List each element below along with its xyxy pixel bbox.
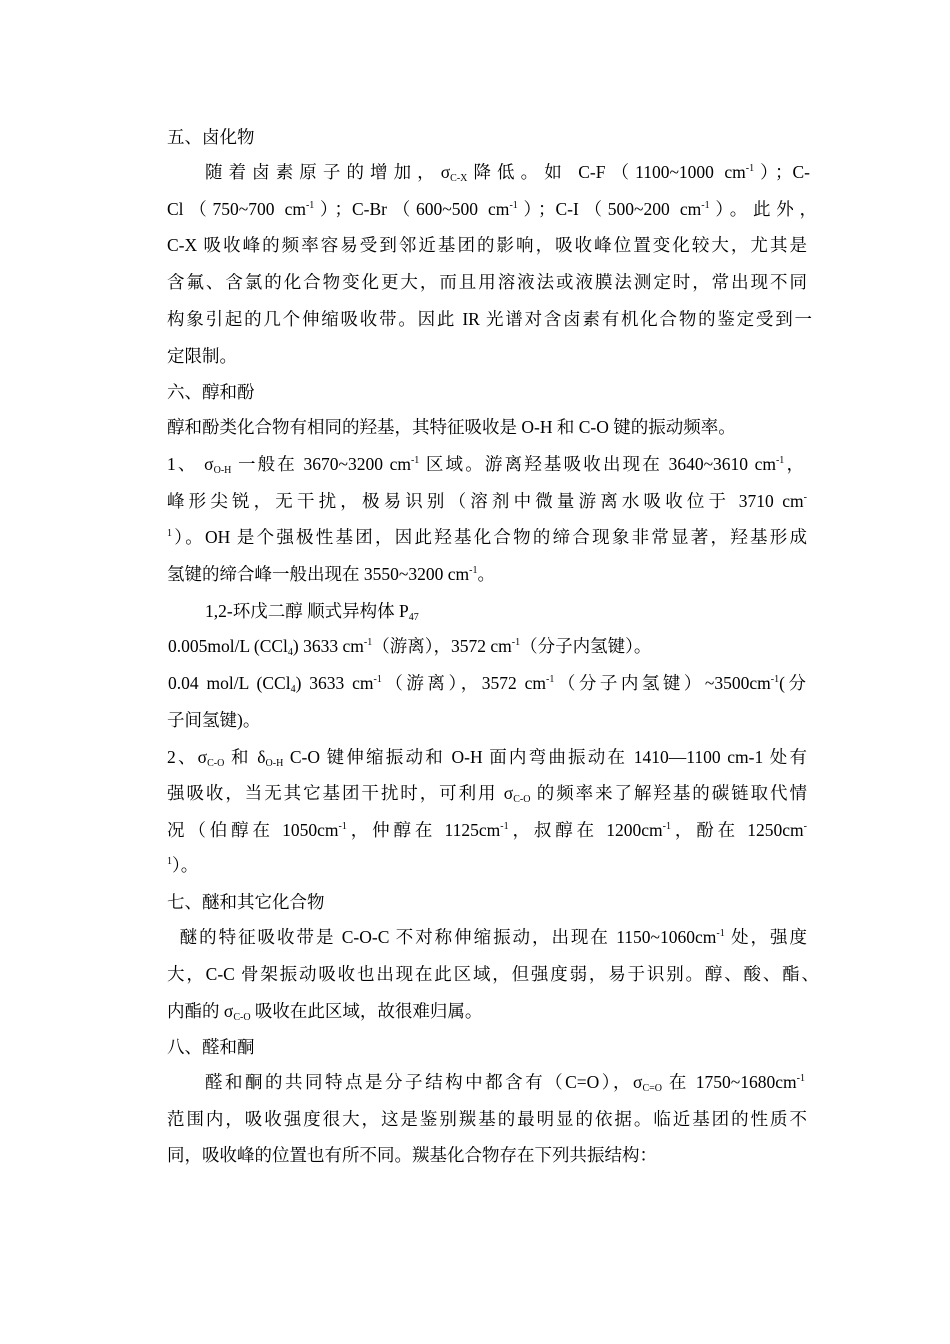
paragraph-line: 范围内，吸收强度很大，这是鉴别羰基的最明显的依据。临近基团的性质不 (167, 1109, 807, 1129)
paragraph-line: 强吸收，当无其它基团干扰时，可利用 $\sigma_{C-O}$ 的频率来了解羟基的碳链取代情 (167, 783, 808, 805)
section-heading-alcohols-phenols: 六、醇和酚 (167, 382, 255, 402)
section-heading-halides: 五、卤化物 (167, 127, 255, 147)
paragraph-line: 子间氢键)。 (167, 710, 261, 730)
paragraph-line: 2、$\sigma_{C-O}$ 和 $\delta_{O-H}$ C-O 键伸缩振动和 O-H 面内弯曲振动在 1410—1100 cm-1 处有 (167, 747, 808, 769)
paragraph-line: C-X 吸收峰的频率容易受到邻近基团的影响，吸收峰位置变化较大，尤其是 (167, 235, 807, 255)
paragraph-line: 含氟、含氯的化合物变化更大，而且用溶液法或液膜法测定时，常出现不同 (167, 272, 807, 292)
paragraph-line: $^1$）。 (167, 855, 199, 875)
paragraph-line: 0.04 mol/L (CCl$_4$) 3633 $cm^{-1}$（游离），3572 $cm^{-1}$（分子内氢键）$\sim 3500cm^{-1}$(分 (168, 673, 806, 695)
paragraph-line: 醚的特征吸收带是 C-O-C 不对称伸缩振动，出现在 $1150\sim 1060cm^{-1}$ 处，强度 (167, 927, 807, 947)
paragraph-line: $^1$）。OH 是个强极性基团，因此羟基化合物的缔合现象非常显著，羟基形成 (167, 527, 807, 547)
section-heading-ethers: 七、醚和其它化合物 (167, 892, 325, 912)
paragraph-line: 醇和酚类化合物有相同的羟基，其特征吸收是 O-H 和 C-O 键的振动频率。 (167, 417, 736, 437)
paragraph-line: 氢键的缔合峰一般出现在 3550~3200 $cm^{-1}$。 (167, 564, 495, 584)
paragraph-line: 随着卤素原子的增加，$\sigma_{C-X}$降低。如 C-F（1100~1000 $cm^{-1}$）；C- (205, 162, 810, 184)
paragraph-line: 0.005mol/L (CCl$_4$) 3633 $cm^{-1}$（游离），3572 $cm^{-1}$（分子内氢键）。 (168, 636, 652, 658)
paragraph-line: 大，C-C 骨架振动吸收也出现在此区域，但强度弱，易于识别。醇、酸、酯、 (167, 964, 819, 984)
paragraph-line: 1,2-环戊二醇 顺式异构体 $P_{47}$ (205, 601, 419, 623)
paragraph-line: 峰形尖锐，无干扰，极易识别（溶剂中微量游离水吸收位于 3710 cm- (167, 491, 807, 511)
paragraph-line: 同，吸收峰的位置也有所不同。羰基化合物存在下列共振结构： (167, 1145, 657, 1165)
paragraph-line: 内酯的 $\sigma_{C-O}$ 吸收在此区域，故很难归属。 (167, 1001, 483, 1023)
paragraph-line: 醛和酮的共同特点是分子结构中都含有（C=O），$\sigma_{C=O}$ 在 $1750\sim 1680cm^{-1}$ (205, 1072, 805, 1094)
paragraph-line: 1、 $\sigma_{O-H}$ 一般在 3670~3200 $cm^{-1}$ 区域。游离羟基吸收出现在 3640~3610 $cm^{-1}$， (167, 454, 804, 476)
paragraph-line: 况（伯醇在 $1050cm^{-1}$，仲醇在 $1125cm^{-1}$，叔醇在 $1200cm^{-1}$，酚在 1250cm- (167, 820, 807, 840)
paragraph-line: 构象引起的几个伸缩吸收带。因此 IR 光谱对含卤素有机化合物的鉴定受到一 (167, 309, 812, 329)
section-heading-aldehydes-ketones: 八、醛和酮 (167, 1037, 255, 1057)
paragraph-line: Cl（750~700 $cm^{-1}$）；C-Br（600~500 $cm^{-1}$）；C-I（500~200 $cm^{-1}$）。此外， (167, 199, 817, 219)
paragraph-line: 定限制。 (167, 346, 237, 366)
